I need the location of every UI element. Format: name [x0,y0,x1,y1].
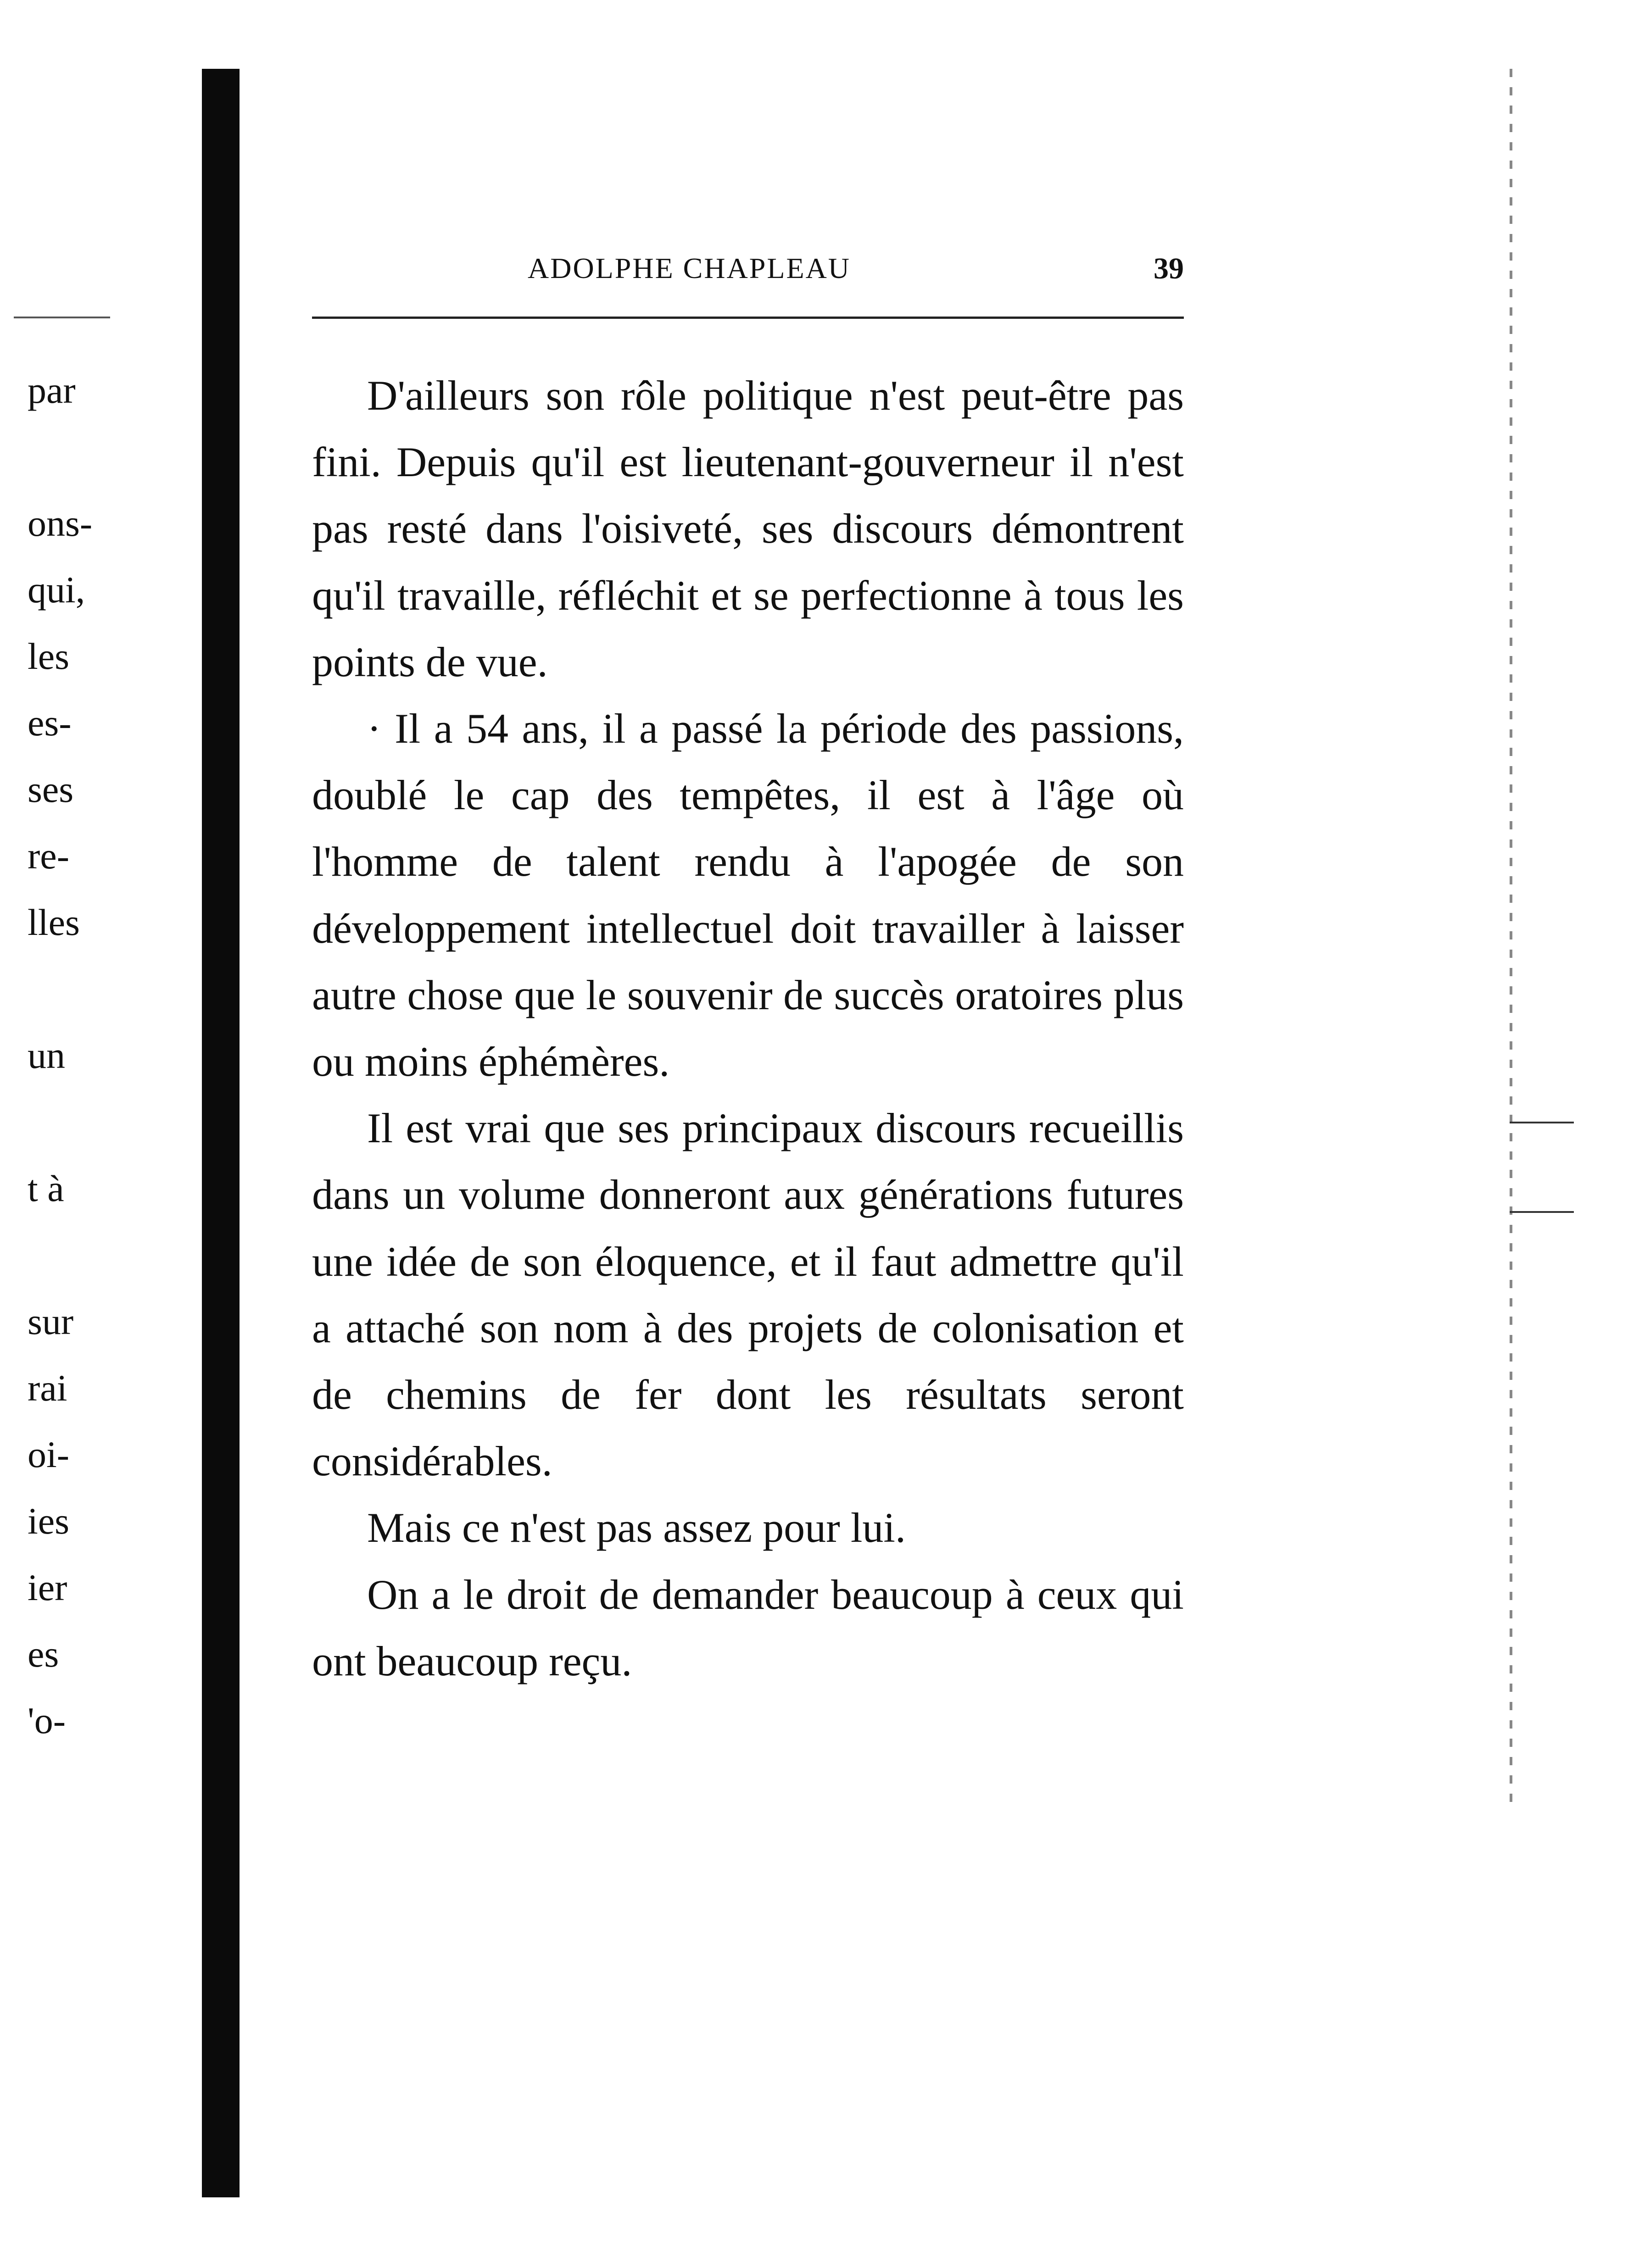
page-number: 39 [1154,252,1184,285]
facing-page-fragment: par [28,369,76,411]
paragraph: D'ailleurs son rôle politique n'est peut-être pas fini. Depuis qu'il est lieutenant-gouverneur il n'est pas resté dans l'oisiveté, ses discours démontrent qu'il travaille, réfléchit et se perfectionne à tous les points de vue. [312,372,1184,685]
facing-page-fragment: re- [28,835,70,877]
book-gutter-shadow [202,69,240,2197]
running-head [312,251,1184,297]
facing-page-rule [14,317,110,318]
facing-page-fragment: es- [28,702,72,744]
facing-page-fragment: ses [28,768,74,810]
facing-page-fragment: oi- [28,1434,70,1475]
facing-page-fragment: t à [28,1167,64,1209]
header-rule [312,317,1184,319]
facing-page-fragments [0,0,193,2268]
facing-page-fragment: es [28,1633,59,1675]
facing-page-fragment: un [28,1034,65,1076]
facing-page-fragment: qui, [28,569,85,611]
margin-mark [1510,1122,1574,1123]
facing-page-fragment: lles [28,901,80,943]
facing-page-fragment: sur [28,1301,74,1342]
running-title: ADOLPHE CHAPLEAU [528,252,851,284]
facing-page-fragment: ies [28,1500,70,1542]
paragraph: · Il a 54 ans, il a passé la période des passions, doublé le cap des tempêtes, il est à l'âge où l'homme de talent rendu à l'apogée de son développement intellectuel doit travailler à laisser autre chose que le souvenir de succès oratoires plus ou moins éphémères. [312,705,1184,1085]
facing-page-fragment: les [28,635,70,677]
margin-mark [1510,1211,1574,1213]
facing-page-fragment: ier [28,1567,67,1608]
facing-page-fragment: ons- [28,502,93,544]
facing-page-fragment: rai [28,1367,67,1409]
paragraph: On a le droit de demander beaucoup à ceux qui ont beaucoup reçu. [312,1571,1184,1684]
paragraph: Il est vrai que ses principaux discours recueillis dans un volume donneront aux générations futures une idée de son éloquence, et il faut admettre qu'il a attaché son nom à des projets de colonisation et de chemins de fer dont les résultats seront considérables. [312,1105,1184,1485]
page-edge [1510,69,1512,1812]
body-text [312,362,1184,1695]
facing-page-fragment: 'o- [28,1700,66,1741]
paragraph: Mais ce n'est pas assez pour lui. [367,1504,906,1551]
